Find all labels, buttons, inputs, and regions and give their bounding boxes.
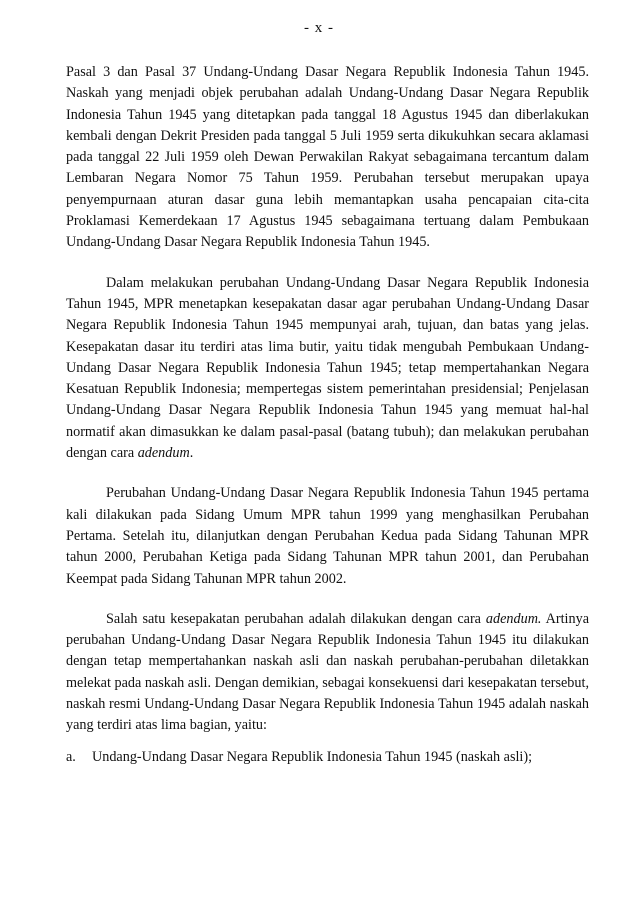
paragraph-2-end: . bbox=[189, 445, 194, 462]
paragraph-4-end: Artinya perubahan Undang-Undang Dasar Negara Republik Indonesia Tahun 1945 itu dilakukan dengan tetap mempertahankan naskah asli dan naskah perubahan-perubahan diletakkan melekat pada naskah asli. Dengan demikian, sebagai konsekuensi dari kesepakatan tersebut, naskah resmi Undang-Undang Dasar Negara Republik Indonesia Tahun 1945 adalah naskah yang terdiri atas lima bagian, yaitu: bbox=[66, 610, 589, 734]
paragraph-1: Pasal 3 dan Pasal 37 Undang-Undang Dasar Negara Republik Indonesia Tahun 1945. Naskah yang menjadi objek perubahan adalah Undang-Undang Dasar Negara Republik Indonesia Tahun 1945 yang ditetapkan pada tanggal 18 Agustus 1945 dan diberlakukan kembali dengan Dekrit Presiden pada tanggal 5 Juli 1959 serta dikukuhkan secara aklamasi pada tanggal 22 Juli 1959 oleh Dewan Perwakilan Rakyat sebagaimana tercantum dalam Lembaran Negara Nomor 75 Tahun 1959. Perubahan tersebut merupakan upaya penyempurnaan aturan dasar guna lebih memantapkan usaha pencapaian cita-cita Proklamasi Kemerdekaan 17 Agustus 1945 sebagaimana tertuang dalam Pembukaan Undang-Undang Dasar Negara Republik Indonesia Tahun 1945. bbox=[66, 64, 589, 251]
page-number: - x - bbox=[304, 20, 334, 36]
paragraph-2-emphasis: adendum bbox=[137, 445, 190, 462]
paragraph-4-text: Salah satu kesepakatan perubahan adalah dilakukan dengan cara bbox=[106, 610, 486, 627]
list-item-text: Undang-Undang Dasar Negara Republik Indonesia Tahun 1945 (naskah asli); bbox=[92, 748, 533, 765]
paragraph-2 bbox=[66, 273, 589, 465]
body-text bbox=[66, 62, 589, 768]
list-marker: a. bbox=[66, 748, 76, 765]
paragraph-2-text: Dalam melakukan perubahan Undang-Undang Dasar Negara Republik Indonesia Tahun 1945, MPR menetapkan kesepakatan dasar agar perubahan Undang-Undang Dasar Negara Republik Indonesia Tahun 1945 mempunyai arah, tujuan, dan batas yang jelas. Kesepakatan dasar itu terdiri atas lima butir, yaitu tidak mengubah Pembukaan Undang-Undang Dasar Negara Republik Indonesia Tahun 1945; tetap mempertahankan Negara Kesatuan Republik Indonesia; mempertegas sistem pemerintahan presidensial; Penjelasan Undang-Undang Dasar Negara Republik Indonesia Tahun 1945 yang memuat hal-hal normatif akan dimasukkan ke dalam pasal-pasal (batang tubuh); dan melakukan perubahan dengan cara bbox=[66, 274, 589, 462]
list-item-a bbox=[66, 747, 589, 768]
paragraph-4-emphasis: adendum. bbox=[485, 610, 542, 627]
paragraph-3: Perubahan Undang-Undang Dasar Negara Republik Indonesia Tahun 1945 pertama kali dilakukan pada Sidang Umum MPR tahun 1999 yang menghasilkan Perubahan Pertama. Setelah itu, dilanjutkan dengan Perubahan Kedua pada Sidang Tahunan MPR tahun 2000, Perubahan Ketiga pada Sidang Tahunan MPR tahun 2001, dan Perubahan Keempat pada Sidang Tahunan MPR tahun 2002. bbox=[66, 485, 589, 587]
paragraph-4 bbox=[66, 609, 589, 737]
